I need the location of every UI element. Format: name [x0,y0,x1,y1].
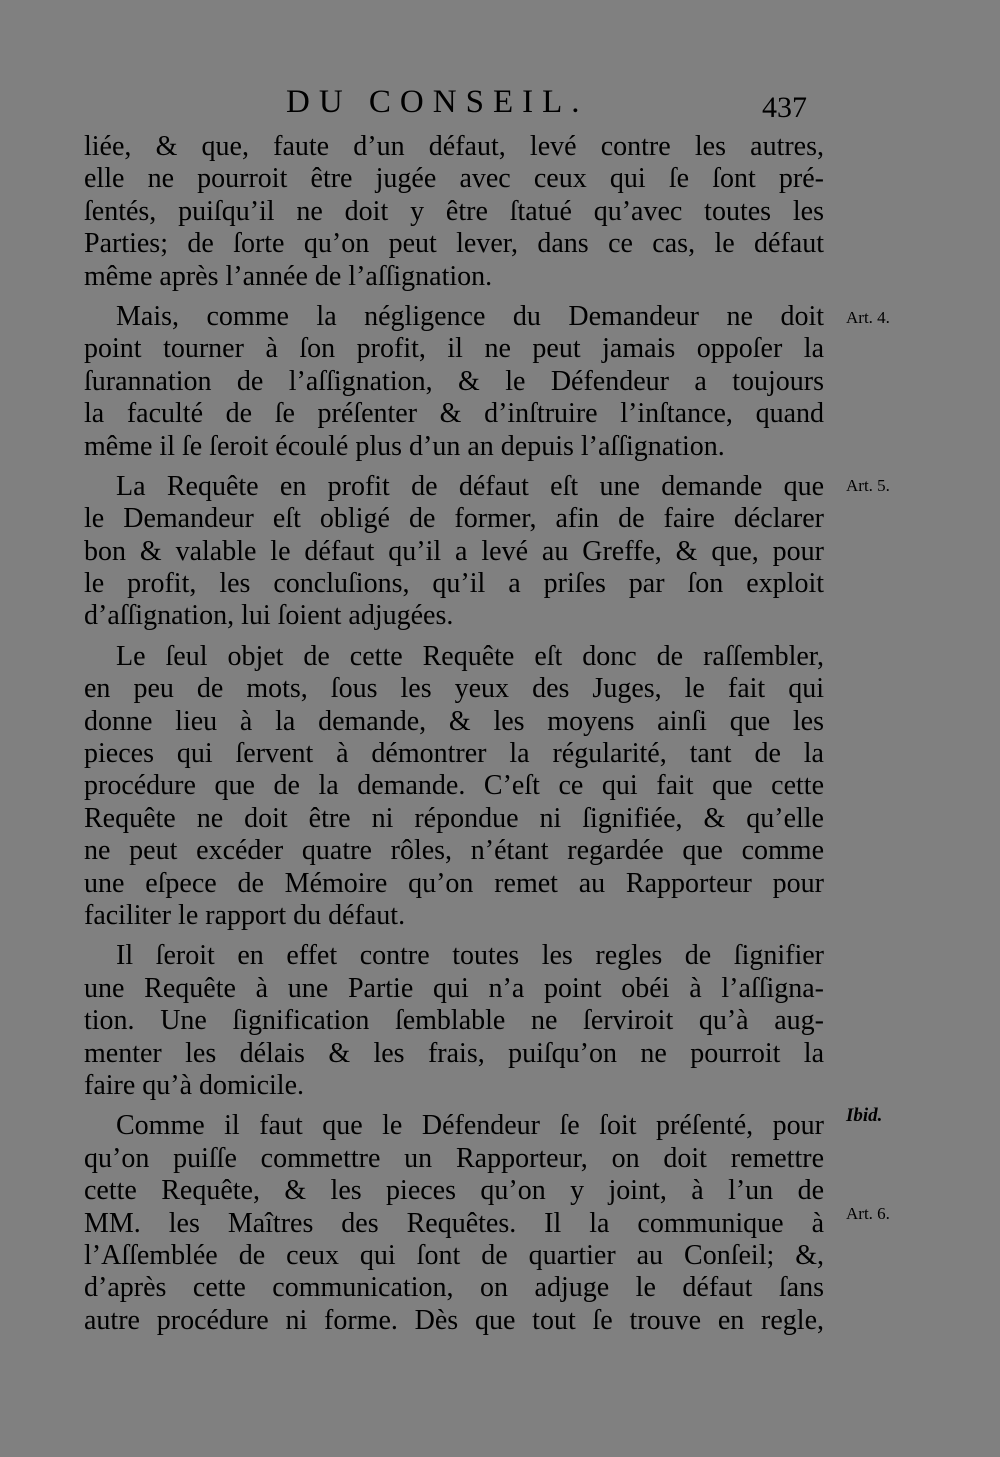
text-line: ſentés, puiſqu’il ne doit y être ſtatué qu’avec toutes les [84,195,824,227]
margin-note: Art. 6. [846,1204,890,1223]
text-line: autre procédure ni forme. Dès que tout ſe trouve en regle, [84,1304,824,1336]
text-line: le Demandeur eſt obligé de former, afin de faire déclarer [84,503,824,535]
text-line: point tourner à ſon profit, il ne peut jamais oppoſer la [84,333,824,365]
text-line: donne lieu à la demande, & les moyens ainſi que les [84,705,824,737]
text-line: elle ne pourroit être jugée avec ceux qui ſe ſont pré- [84,163,824,195]
text-line: cette Requête, & les pieces qu’on y joint, à l’un de [84,1175,824,1207]
text-line: Requête ne doit être ni répondue ni ſignifiée, & qu’elle [84,802,824,834]
text-line: qu’on puiſſe commettre un Rapporteur, on doit remettre [84,1142,824,1174]
margin-note: Art. 5. [846,476,890,495]
text-line: Le ſeul objet de cette Requête eſt donc de raſſembler, [116,640,824,672]
text-line: bon & valable le défaut qu’il a levé au Greffe, & que, pour [84,535,824,567]
text-line: Comme il faut que le Défendeur ſe ſoit préſenté, pour [116,1110,824,1142]
text-line: ſurannation de l’aſſignation, & le Défendeur a toujours [84,365,824,397]
text-line: une eſpece de Mémoire qu’on remet au Rapporteur pour [84,867,824,899]
body-text [84,131,824,1345]
text-line: La Requête en profit de défaut eſt une demande que [116,470,824,502]
paragraph [84,301,824,463]
paragraph [84,471,824,633]
text-line: une Requête à une Partie qui n’a point obéi à l’aſſigna- [84,972,824,1004]
text-line: pieces qui ſervent à démontrer la régularité, tant de la [84,738,824,770]
text-line: la faculté de ſe préſenter & d’inſtruire l’inſtance, quand [84,398,824,430]
text-line: procédure que de la demande. C’eſt ce qui fait que cette [84,770,824,802]
text-line: MM. les Maîtres des Requêtes. Il la communique à [84,1207,824,1239]
text-line: Mais, comme la négligence du Demandeur ne doit [116,300,824,332]
text-line: Parties; de ſorte qu’on peut lever, dans ce cas, le défaut [84,228,824,260]
margin-note: Art. 4. [846,308,890,327]
text-line: d’après cette communication, on adjuge le défaut ſans [84,1272,824,1304]
text-line: liée, & que, faute d’un défaut, levé contre les autres, [84,131,824,162]
page-number: 437 [762,91,807,124]
margin-note: Ibid. [846,1105,883,1126]
text-line: même après l’année de l’aſſignation. [84,260,493,292]
paragraph [84,131,824,293]
text-line: Il ſeroit en effet contre toutes les regles de ſignifier [116,940,824,972]
text-line: faciliter le rapport du défaut. [84,899,406,931]
text-line: l’Aſſemblée de ceux qui ſont de quartier au Conſeil; &, [84,1239,824,1271]
text-line: même il ſe ſeroit écoulé plus d’un an depuis l’aſſignation. [84,430,725,462]
text-line: ne peut excéder quatre rôles, n’étant regardée que comme [84,835,824,867]
text-line: le profit, les concluſions, qu’il a priſes par ſon exploit [84,568,824,600]
text-line: en peu de mots, ſous les yeux des Juges, le fait qui [84,673,824,705]
text-line: tion. Une ſignification ſemblable ne ſerviroit qu’à aug- [84,1005,824,1037]
text-line: d’aſſignation, lui ſoient adjugées. [84,600,454,632]
paragraph [84,1110,824,1337]
paragraph [84,641,824,933]
text-line: faire qu’à domicile. [84,1069,305,1101]
running-title: DU CONSEIL. [286,84,589,120]
text-line: menter les délais & les frais, puiſqu’on ne pourroit la [84,1037,824,1069]
paragraph [84,940,824,1102]
